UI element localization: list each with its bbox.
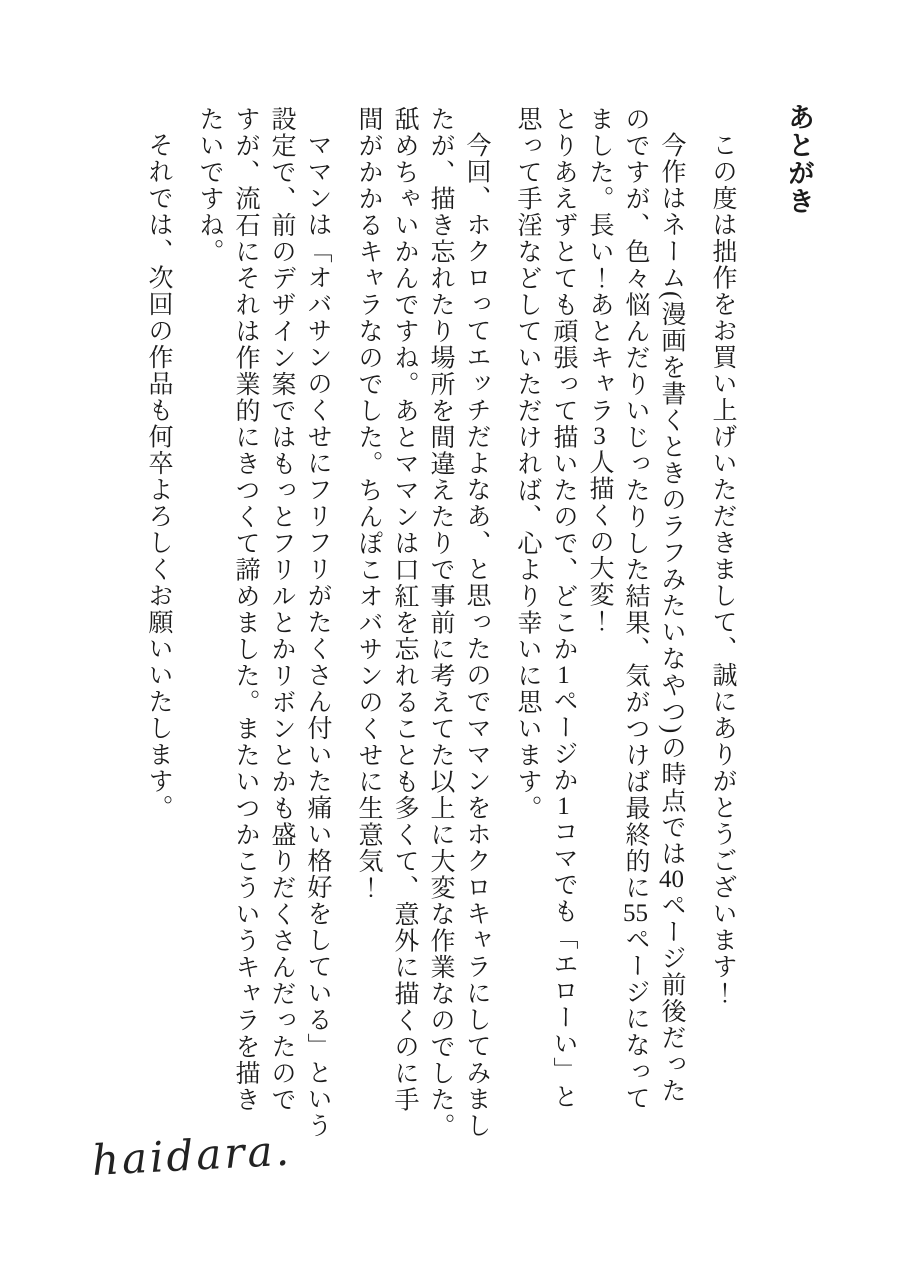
paragraph <box>350 106 494 1140</box>
paragraph <box>509 106 689 1140</box>
text-column: たが、描き忘れたり場所を間違えたりで事前に考えてた以上に大変な作業なのでした。 <box>427 106 454 1140</box>
text-column: この度は拙作をお買い上げいただきまして、誠にありがとうございます！ <box>709 131 736 1006</box>
text-column: ママンは「オバサンのくせにフリフリがたくさん付いた痛い格好をしている」という <box>304 131 331 1139</box>
text-column: ました。長い！あとキャラ3人描くの大変！ <box>586 106 613 635</box>
text-column: 舐めちゃいかんですね。あとママンは口紅を忘れることも多くて、意外に描くのに手 <box>391 106 418 1113</box>
text-column: のですが、色々悩んだりいじったりした結果、気がつけば最終的に55ページになって <box>622 106 649 1112</box>
text-column: とりあえずとても頑張って描いたので、どこか1ページか1コマでも「エローい」と <box>550 106 577 1110</box>
tatechuyoko-number: 55 <box>623 901 648 926</box>
text-column: 設定で、前のデザイン案ではもっとフリルとかリボンとかも盛りだくさんだったので <box>268 106 295 1113</box>
text-column: すが、流石にそれは作業的にきつくて諦めました。またいつかこういうキャラを描き <box>232 106 259 1113</box>
text-column: それでは、次回の作品も何卒よろしくお願いいたします。 <box>145 131 172 821</box>
text-column: 思って手淫などしていただければ、心より幸いに思います。 <box>514 106 541 822</box>
text-column: 今回、ホクロってエッチだよなあ、と思ったのでママンをホクロキャラにしてみまし <box>463 131 490 1139</box>
tatechuyoko-number: 40 <box>659 866 684 892</box>
text-column: 今作はネーム(漫画を書くときのラフみたいなやつ)の時点では40ページ前後だった <box>658 131 685 1104</box>
tatechuyoko-number: 1 <box>557 662 570 688</box>
page-title: あとがき <box>784 103 814 215</box>
paragraph <box>191 106 335 1140</box>
artist-signature: haidara. <box>90 1125 293 1185</box>
paragraph <box>140 106 176 1140</box>
text-column: たいですね。 <box>196 106 223 265</box>
afterword-body <box>140 106 740 1140</box>
paragraph <box>704 106 740 1140</box>
tatechuyoko-number: 3 <box>593 424 606 449</box>
text-column: 間がかかるキャラなのでした。ちんぽこオバサンのくせに生意気！ <box>355 106 382 901</box>
tatechuyoko-number: 1 <box>557 793 570 819</box>
